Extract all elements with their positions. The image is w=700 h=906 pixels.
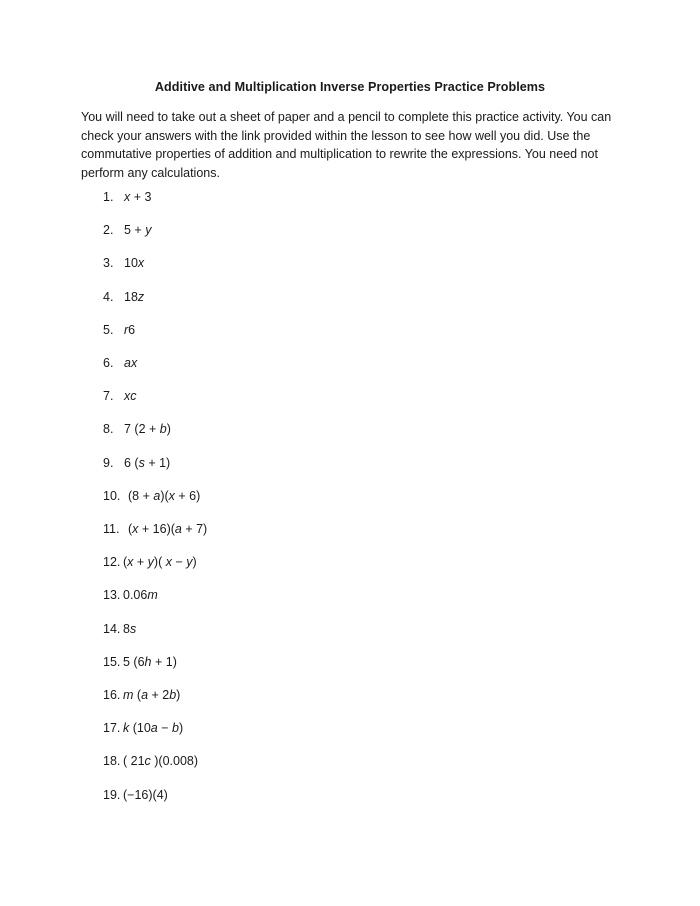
expression-text: )(0.008) (150, 754, 199, 769)
expression-text: + 6) (174, 488, 201, 503)
problem-expression (123, 654, 177, 670)
variable: xc (124, 389, 137, 404)
expression-text: + 3 (130, 190, 152, 204)
problem-number: 5. (103, 322, 114, 337)
problem-number: 19. (103, 787, 121, 802)
variable: y (186, 555, 193, 570)
variable: m (123, 688, 134, 702)
variable: k (123, 721, 130, 736)
problem-number: 18. (103, 754, 121, 769)
problem-number: 13. (103, 588, 121, 603)
variable: x (168, 488, 175, 503)
variable: z (137, 289, 145, 304)
variable: b (159, 422, 167, 437)
problem-expression (123, 621, 136, 637)
problem-expression (123, 720, 183, 736)
problem-expression (123, 787, 168, 803)
expression-text: ) (176, 688, 181, 702)
problem-number: 1. (103, 190, 114, 204)
problem-number: 8. (103, 422, 114, 437)
expression-text: + 2 (148, 688, 170, 702)
variable: a (153, 488, 161, 503)
problem-expression (124, 455, 170, 471)
problem-number: 7. (103, 389, 114, 404)
expression-text: + (133, 555, 148, 570)
expression-text: (8 + (128, 488, 154, 503)
variable: s (129, 621, 137, 636)
variable: x (132, 522, 139, 536)
problem-expression (124, 355, 137, 371)
expression-text: + 1) (151, 654, 177, 669)
problem-expression (123, 687, 180, 703)
problem-expression (123, 587, 158, 603)
expression-text: )( (160, 488, 169, 503)
expression-text: 5 + (124, 223, 146, 238)
expression-text: + 1) (144, 455, 171, 470)
variable: m (147, 588, 158, 603)
expression-text: ( (123, 555, 128, 570)
problem-number: 2. (103, 223, 114, 238)
problem-expression (124, 421, 171, 437)
expression-text: − (157, 721, 172, 736)
variable: s (138, 455, 145, 470)
problem-number: 12. (103, 555, 121, 570)
problem-expression (124, 255, 144, 271)
problem-number: 16. (103, 688, 121, 702)
expression-text: 10 (124, 256, 138, 271)
problem-expression (124, 289, 144, 305)
problem-expression (123, 753, 198, 769)
expression-text: + 7) (181, 522, 208, 536)
problem-number: 4. (103, 289, 114, 304)
expression-text: ) (166, 422, 171, 437)
problem-number: 14. (103, 621, 121, 636)
expression-text: ) (178, 721, 184, 736)
problem-number: 11. (103, 522, 120, 536)
problem-number: 6. (103, 356, 114, 370)
variable: a (150, 721, 158, 736)
problem-number: 15. (103, 654, 121, 669)
variable: r (124, 322, 129, 337)
variable: x (124, 190, 131, 204)
expression-text: (−16)(4) (123, 787, 168, 802)
problem-expression (124, 222, 151, 238)
problem-number: 9. (103, 455, 114, 470)
expression-text: 8 (123, 621, 130, 636)
variable: c (144, 754, 151, 769)
problem-expression (124, 322, 135, 338)
variable: a (141, 688, 149, 702)
variable: h (144, 654, 152, 669)
expression-text: 0.06 (123, 588, 148, 603)
expression-text: 7 (2 + (124, 422, 160, 437)
variable: a (174, 522, 182, 536)
problem-expression (123, 554, 197, 570)
variable: x (127, 555, 134, 570)
expression-text: 18 (124, 289, 138, 304)
problem-number: 10. (103, 488, 121, 503)
expression-text: 6 (128, 322, 136, 337)
expression-text: ( (128, 522, 133, 536)
variable: y (145, 223, 152, 238)
expression-text: ( 21 (123, 754, 145, 769)
expression-text: + 16)( (138, 522, 175, 536)
variable: x (165, 555, 172, 570)
problem-number: 17. (103, 721, 121, 736)
expression-text: ) (192, 555, 197, 570)
expression-text: − (171, 555, 187, 570)
variable: y (147, 555, 154, 570)
problem-expression (128, 521, 207, 537)
variable: b (169, 688, 177, 702)
variable: x (137, 256, 145, 271)
problem-expression (124, 189, 151, 205)
expression-text: 6 ( (124, 455, 139, 470)
problem-number: 3. (103, 256, 114, 271)
document-title: Additive and Multiplication Inverse Properties Practice Problems (154, 80, 546, 94)
expression-text: 5 (6 (123, 654, 145, 669)
instructions-paragraph: You will need to take out a sheet of paper and a pencil to complete this practice activity. You can check your answers with the link provided within the lesson to see how well you did. Use the commutative properties of addition and multiplication to rewrite the expressions. You need not perform any calculations. (81, 110, 612, 180)
problem-expression (128, 488, 200, 504)
variable: ax (124, 356, 138, 370)
expression-text: (10 (129, 721, 151, 736)
expression-text: )( (153, 555, 166, 570)
variable: b (172, 721, 179, 736)
expression-text: ( (133, 688, 142, 702)
problem-expression (124, 388, 137, 404)
